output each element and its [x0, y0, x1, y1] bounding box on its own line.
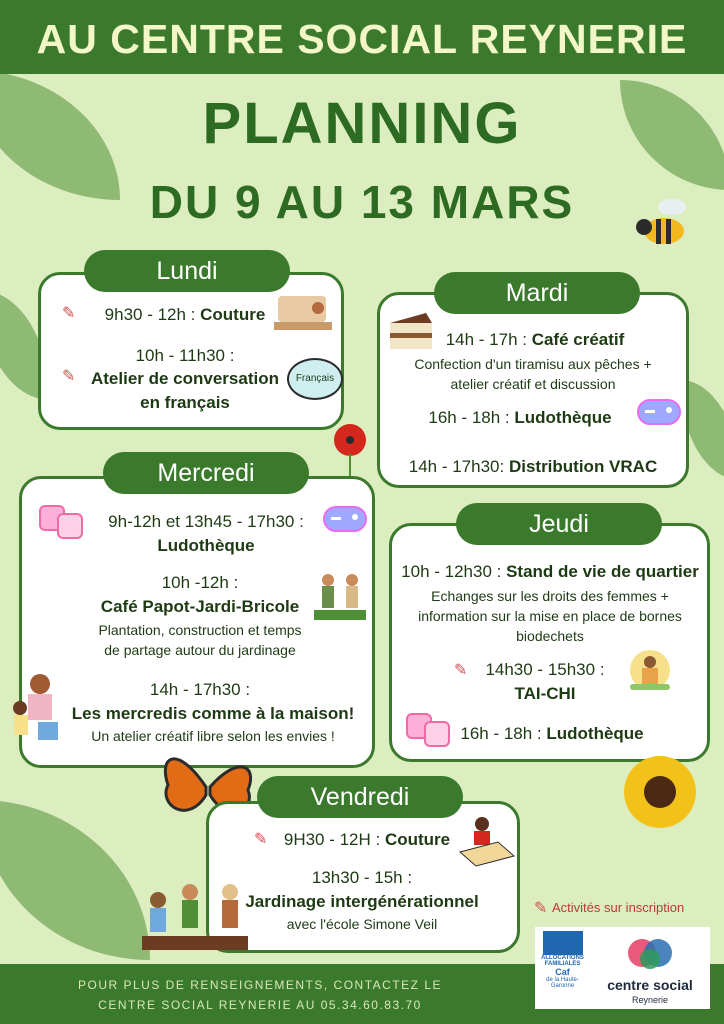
registration-icon: ✎ — [62, 305, 76, 322]
registration-icon: ✎ — [62, 368, 76, 385]
day-label-mercredi: Mercredi — [103, 452, 309, 494]
mercredi-desc-3: Un atelier créatif libre selon les envies ! — [91, 728, 335, 744]
mardi-desc-1: Confection d'un tiramisu aux pêches + — [414, 356, 652, 372]
page-subtitle: DU 9 AU 13 MARS — [149, 176, 575, 228]
jeudi-desc-1a: Echanges sur les droits des femmes + — [431, 588, 669, 604]
mercredi-time-2: 10h -12h : — [161, 573, 239, 592]
mardi-desc-2: atelier créatif et discussion — [450, 376, 616, 392]
lundi-time-2: 10h - 11h30 : — [135, 346, 235, 365]
vendredi-activity-1: 9H30 - 12H : Couture — [283, 830, 451, 849]
day-label-mardi: Mardi — [434, 272, 640, 314]
jeudi-activity-2: TAI-CHI — [514, 684, 576, 703]
leaf-decoration — [0, 800, 150, 960]
dice-icon — [38, 500, 86, 542]
jeudi-desc-1c: biodechets — [516, 628, 584, 644]
dice-icon — [405, 708, 453, 750]
header-title: AU CENTRE SOCIAL REYNERIE — [36, 16, 688, 62]
registration-icon: ✎ — [254, 831, 268, 848]
yoga-icon — [620, 648, 680, 698]
mercredi-activity-1: Ludothèque — [157, 536, 255, 555]
mercredi-time-3: 14h - 17h30 : — [149, 680, 251, 699]
poppy-flower-icon — [328, 420, 374, 476]
registration-icon: ✎ — [454, 662, 468, 679]
tailor-icon — [456, 812, 516, 868]
mercredi-desc-2b: de partage autour du jardinage — [104, 642, 296, 658]
vendredi-desc-2: avec l'école Simone Veil — [286, 916, 438, 932]
registration-legend: Activités sur inscription — [552, 900, 685, 915]
page-title: PLANNING — [202, 91, 522, 156]
mercredi-activity-3: Les mercredis comme à la maison! — [71, 704, 355, 723]
sewing-machine-icon — [272, 288, 334, 336]
family-icon — [8, 670, 70, 744]
bee-icon — [632, 195, 692, 255]
mardi-activity-3: 14h - 17h30: Distribution VRAC — [408, 457, 658, 476]
mardi-activity-2: 16h - 18h : Ludothèque — [428, 408, 612, 427]
caf-logo: ALLOCATIONS FAMILIALES Caf de la Haute- Garonne — [535, 927, 590, 1009]
jeudi-activity-3: 16h - 18h : Ludothèque — [460, 724, 644, 743]
speech-bubble: Français — [287, 358, 343, 400]
day-label-lundi: Lundi — [84, 250, 290, 292]
gardeners-icon — [310, 570, 370, 622]
jeudi-desc-1b: information sur la mise en place de bornes — [418, 608, 682, 624]
header-bar — [0, 0, 724, 74]
vendredi-activity-2: Jardinage intergénérationnel — [245, 892, 479, 911]
jeudi-time-2: 14h30 - 15h30 : — [485, 660, 605, 679]
footer-line-1: POUR PLUS DE RENSEIGNEMENTS, CONTACTEZ LE — [78, 978, 442, 992]
mardi-activity-1: 14h - 17h : Café créatif — [445, 330, 625, 349]
mercredi-activity-2: Café Papot-Jardi-Bricole — [100, 597, 300, 616]
day-label-vendredi: Vendredi — [257, 776, 463, 818]
footer-line-2: CENTRE SOCIAL REYNERIE AU 05.34.60.83.70 — [98, 998, 422, 1012]
kids-gardening-icon — [140, 880, 250, 955]
lundi-activity-2a: Atelier de conversation — [90, 369, 279, 388]
mercredi-time-1: 9h-12h et 13h45 - 17h30 : — [108, 512, 304, 531]
jeudi-activity-1: 10h - 12h30 : Stand de vie de quartier — [401, 562, 699, 581]
gamepad-icon — [636, 396, 682, 428]
sunflower-icon — [620, 752, 700, 832]
mercredi-desc-2a: Plantation, construction et temps — [98, 622, 302, 638]
gamepad-icon — [322, 503, 368, 535]
centre-social-logo: centre social Reynerie — [590, 927, 710, 1009]
centre-social-emblem — [626, 933, 674, 973]
day-label-jeudi: Jeudi — [456, 503, 662, 545]
registration-legend-icon: ✎ — [534, 900, 548, 917]
vendredi-time-2: 13h30 - 15h : — [311, 868, 413, 887]
lundi-activity-1: 9h30 - 12h : Couture — [104, 305, 266, 324]
lundi-activity-2b: en français — [140, 393, 230, 412]
